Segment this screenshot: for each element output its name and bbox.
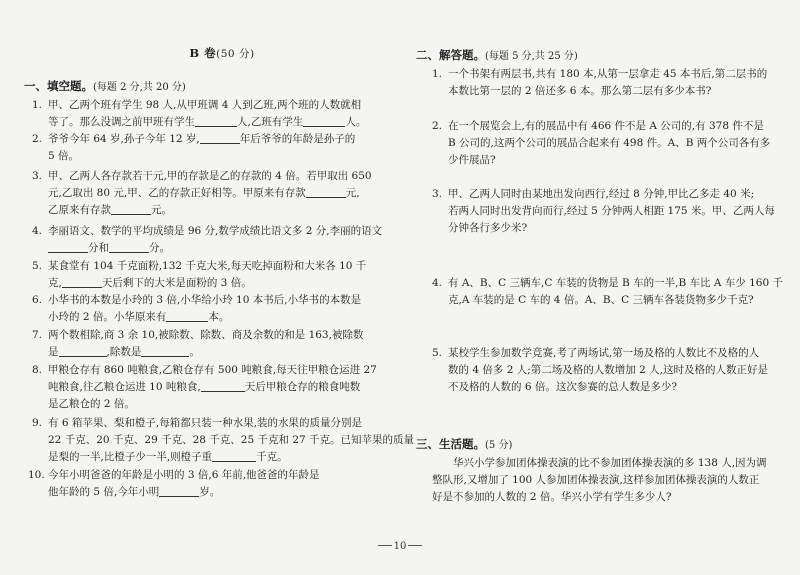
fill-question-4: 4. 李丽语文、数学的平均成绩是 96 分,数学成绩比语文多 2 分,李丽的语文 分和 分。 — [32, 225, 383, 254]
footer-dash-left — [378, 545, 392, 546]
footer-dash-right — [408, 545, 422, 546]
answer-blank[interactable] — [195, 114, 237, 127]
fill-question-8: 8. 甲粮仓存有 860 吨粮食,乙粮仓存有 500 吨粮食,每天往甲粮仓运进 27 吨粮食,往乙粮仓运进 10 吨粮食, 天后甲粮仓存的粮食吨数 是乙粮仓的 2 倍。 — [32, 364, 377, 410]
answer-blank[interactable] — [200, 131, 240, 144]
answer-blank[interactable] — [59, 344, 107, 357]
fill-question-9: 9. 有 6 箱苹果、梨和橙子,每箱都只装一种水果,装的水果的质量分别是 22 千克、20 千克、29 千克、28 千克、25 千克和 27 千克。已知苹果的质量 是梨的一半,比橙子少一半,则橙子重 千克。 — [32, 417, 415, 463]
section-life-heading: 三、生活题。(5 分) — [416, 437, 513, 451]
section-solve-heading: 二、解答题。(每题 5 分,共 25 分) — [416, 48, 578, 62]
page-title: B 卷(50 分) — [189, 46, 255, 60]
fill-question-10: 10. 今年小明爸爸的年龄是小明的 3 倍,6 年前,他爸爸的年龄是 他年龄的 5 倍,今年小明 岁。 — [28, 469, 320, 498]
answer-blank[interactable] — [62, 275, 102, 288]
answer-blank[interactable] — [306, 185, 346, 198]
solve-question-4: 4. 有 A、B、C 三辆车,C 车装的货物是 B 车的一半,B 车比 A 车少 160 千 克,A 车装的是 C 车的 4 倍。A、B、C 三辆车各装货物多少千克? — [432, 277, 783, 306]
answer-blank[interactable] — [111, 202, 151, 215]
solve-question-2: 2. 在一个展览会上,有的展品中有 466 件不是 A 公司的,有 378 件不是 B 公司的,这两个公司的展品合起来有 498 件。A、B 两个公司各有多 少件展品? — [432, 120, 771, 166]
life-question: 华兴小学参加团体操表演的比不参加团体操表演的多 138 人,因为调 整队形,又增加了 100 人参加团体操表演,这样参加团体操表演的人数正 好是不参加的人数的 2 倍。华兴小学有学生多少人? — [432, 457, 767, 503]
fill-question-2: 2. 爷爷今年 64 岁,孙子今年 12 岁, 年后爷爷的年龄是孙子的 5 倍。 — [32, 133, 356, 162]
fill-question-3: 3. 甲、乙两人各存款若干元,甲的存款是乙的存款的 4 倍。若甲取出 650 元,乙取出 80 元,甲、乙的存款正好相等。甲原来有存款 元, 乙原来有存款 元。 — [32, 170, 372, 216]
answer-blank[interactable] — [141, 344, 189, 357]
answer-blank[interactable] — [159, 484, 199, 497]
answer-blank[interactable] — [48, 240, 88, 253]
answer-blank[interactable] — [303, 114, 345, 127]
page-footer — [0, 541, 800, 552]
section-fill-heading: 一、填空题。(每题 2 分,共 20 分) — [24, 79, 186, 93]
solve-question-5: 5. 某校学生参加数学竞赛,考了两场试,第一场及格的人数比不及格的人 数的 4 倍多 2 人;第二场及格的人数增加 2 人,这时及格的人数正好是 不及格的人数的 6 倍。这次参赛的总人数是多少? — [432, 347, 768, 393]
fill-question-7: 7. 两个数相除,商 3 余 10,被除数、除数、商及余数的和是 163,被除数 是 ,除数是 。 — [32, 329, 364, 358]
answer-blank[interactable] — [109, 240, 149, 253]
answer-blank[interactable] — [212, 449, 256, 462]
solve-question-1: 1. 一个书架有两层书,共有 180 本,从第一层拿走 45 本书后,第二层书的 本数比第一层的 2 倍还多 6 本。那么第二层有多少本书? — [432, 68, 768, 97]
solve-question-3: 3. 甲、乙两人同时由某地出发向西行,经过 8 分钟,甲比乙多走 40 米; 若两人同时出发背向而行,经过 5 分钟两人相距 175 米。甲、乙两人每 分钟各行多少米? — [432, 188, 775, 234]
fill-question-5: 5. 某食堂有 104 千克面粉,132 千克大米,每天吃掉面粉和大米各 10 千 克, 天后剩下的大米是面粉的 3 倍。 — [32, 260, 367, 289]
answer-blank[interactable] — [166, 309, 208, 322]
fill-question-6: 6. 小华书的本数是小玲的 3 倍,小华给小玲 10 本书后,小华书的本数是 小玲的 2 倍。小华原来有 本。 — [32, 294, 362, 323]
fill-question-1: 1. 甲、乙两个班有学生 98 人,从甲班调 4 人到乙班,两个班的人数就相 等了。那么没调之前甲班有学生 人,乙班有学生 人。 — [32, 99, 367, 128]
page-number: 10 — [393, 541, 407, 552]
answer-blank[interactable] — [201, 379, 245, 392]
